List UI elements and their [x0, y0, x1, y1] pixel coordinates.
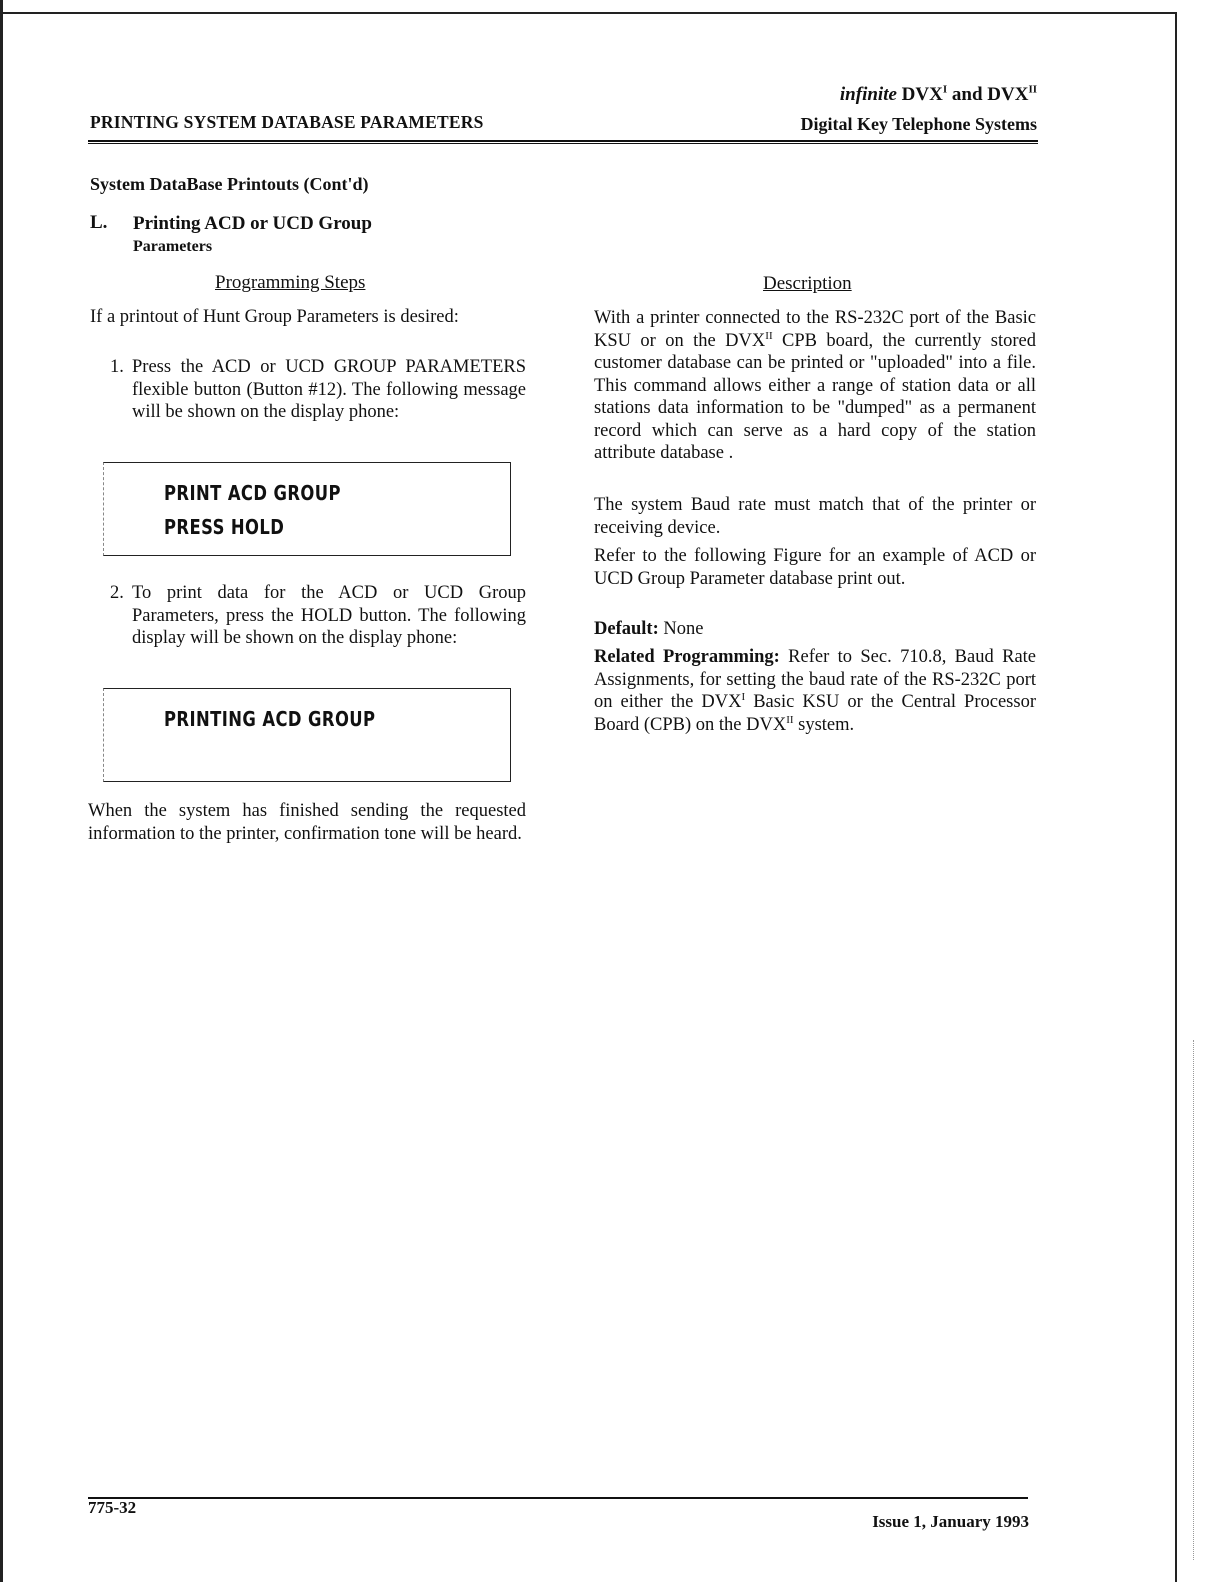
- step-1: [110, 356, 526, 424]
- steps-closing: When the system has finished sending the requested information to the printer, confirmation tone will be heard.: [88, 801, 526, 844]
- item-letter: L.: [90, 212, 108, 233]
- description-p1-a: With a printer connected to the RS-232C port of the Basic KSU or on the DVX: [594, 308, 1036, 351]
- page-frame-right: [1175, 12, 1177, 1582]
- header-sup-one: I: [942, 83, 948, 96]
- display-phone-screen-1: [103, 462, 511, 556]
- steps-intro: If a printout of Hunt Group Parameters is desired:: [90, 307, 459, 327]
- step-2: [110, 582, 526, 650]
- display-1-line-1: PRINT ACD GROUP: [164, 481, 341, 505]
- related-text-c: system.: [793, 714, 855, 735]
- description-heading: Description: [763, 273, 852, 294]
- related-programming: [594, 646, 1036, 736]
- header-and-dvx: and DVX: [951, 84, 1029, 105]
- step-2-text: To print data for the ACD or UCD Group Parameters, press the HOLD button. The following display will be shown on the display phone:: [132, 583, 526, 648]
- default-line: [594, 618, 1036, 641]
- section-title: System DataBase Printouts (Cont'd): [90, 174, 369, 194]
- step-1-number: 1.: [110, 357, 124, 377]
- item-title-line1: Printing ACD or UCD Group: [133, 213, 372, 234]
- display-phone-screen-2: [103, 688, 511, 782]
- display-1-line-2: PRESS HOLD: [164, 515, 285, 539]
- page-frame-left: [0, 0, 3, 1582]
- scan-edge-artifact: [1193, 1040, 1194, 1560]
- item-title: [133, 212, 453, 258]
- step-2-number: 2.: [110, 583, 124, 603]
- page-frame-top: [0, 12, 1176, 14]
- footer-rule: [88, 1497, 1028, 1499]
- description-p1-b: CPB board, the currently stored customer database can be printed or "uploaded" into a file. This command allows either a range of station data or all stations data information to be "dumped" as a permanent record which can serve as a hard copy of the station attribute database .: [594, 330, 1036, 463]
- header-brand: infinite: [839, 84, 897, 105]
- description-p1-sup: II: [765, 329, 773, 342]
- header-subtitle: Digital Key Telephone Systems: [800, 114, 1037, 134]
- related-sup-1: I: [741, 690, 746, 703]
- description-paragraph-3: Refer to the following Figure for an example of ACD or UCD Group Parameter database print out.: [594, 546, 1036, 589]
- header-sup-two: II: [1028, 83, 1037, 96]
- header-rule: [88, 140, 1038, 144]
- related-text-b: Basic KSU or the Central Processor Board (CPB) on the DVX: [594, 692, 1036, 735]
- description-paragraph-2: The system Baud rate must match that of the printer or receiving device.: [594, 495, 1036, 538]
- related-sup-2: II: [786, 713, 794, 726]
- item-title-line2: Parameters: [133, 238, 213, 255]
- issue-date: Issue 1, January 1993: [872, 1512, 1029, 1531]
- page-number: 775-32: [88, 1498, 137, 1517]
- default-value: None: [658, 619, 704, 639]
- header-product-line: DVX: [901, 84, 943, 105]
- display-2-line-1: PRINTING ACD GROUP: [164, 707, 376, 731]
- header-section-title: PRINTING SYSTEM DATABASE PARAMETERS: [90, 112, 484, 132]
- programming-steps-heading: Programming Steps: [215, 272, 366, 293]
- related-text-a: Refer to Sec. 710.8, Baud Rate Assignments, for setting the baud rate of the RS-232C port on either the DVX: [594, 647, 1037, 712]
- related-label: Related Programming:: [594, 647, 780, 667]
- step-1-text: Press the ACD or UCD GROUP PARAMETERS flexible button (Button #12). The following message will be shown on the display phone:: [132, 357, 526, 422]
- default-label: Default:: [594, 619, 659, 639]
- description-paragraph-1: [594, 307, 1036, 465]
- header-product-name: [840, 84, 1037, 106]
